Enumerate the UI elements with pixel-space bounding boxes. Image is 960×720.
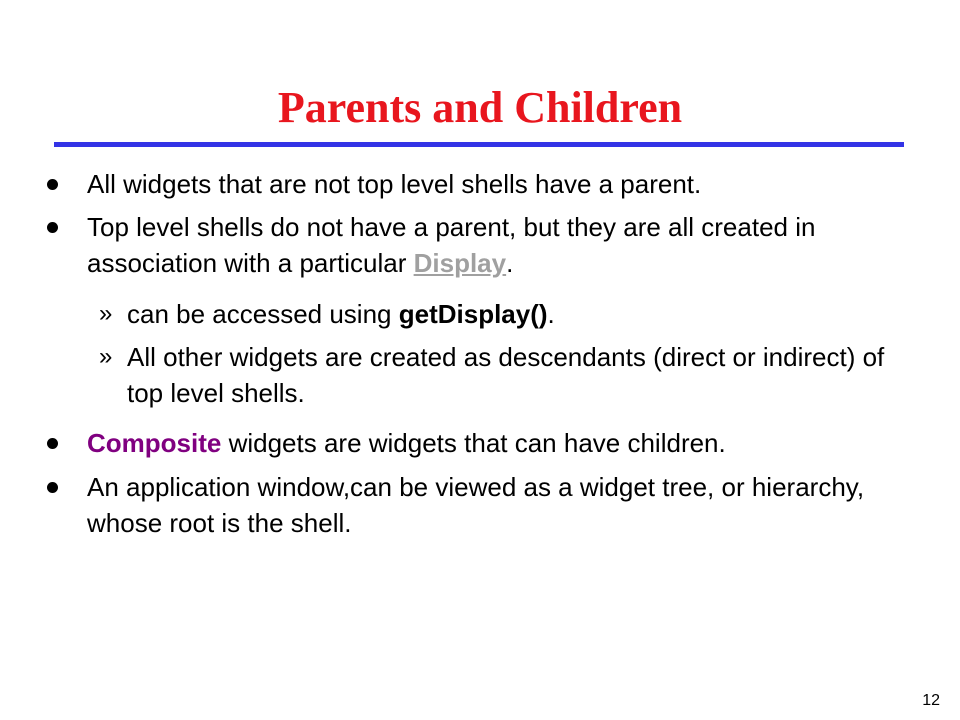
slide-title: Parents and Children — [277, 83, 683, 132]
sub-bullet-marker: » — [99, 343, 113, 370]
composite-keyword: Composite — [87, 428, 222, 458]
bullet-3-text: widgets are widgets that can have children. — [221, 428, 726, 458]
bullet-dot — [47, 438, 58, 449]
getdisplay-keyword: getDisplay() — [398, 299, 548, 329]
sub-bullet-1-text: can be accessed using — [127, 299, 399, 329]
bullet-2-text: Top level shells do not have a parent, but they are all created in association with a particular — [87, 212, 816, 278]
bullet-2 — [87, 209, 917, 281]
page-number: 12 — [922, 692, 940, 709]
bullet-2-end: . — [506, 248, 514, 278]
bullet-dot — [47, 179, 58, 190]
display-link[interactable]: Display — [413, 248, 507, 278]
bullet-1: All widgets that are not top level shells have a parent. — [87, 169, 702, 199]
sub-bullet-1 — [127, 296, 917, 332]
bullet-4: An application window,can be viewed as a widget tree, or hierarchy, whose root is the shell. — [87, 472, 865, 538]
sub-bullet-1-end: . — [547, 299, 555, 329]
bullet-dot — [47, 482, 58, 493]
bullet-dot — [47, 222, 58, 233]
sub-bullet-2: All other widgets are created as descendants (direct or indirect) of top level shells. — [127, 342, 885, 408]
sub-bullet-marker: » — [99, 300, 113, 327]
bullet-3 — [87, 425, 917, 461]
